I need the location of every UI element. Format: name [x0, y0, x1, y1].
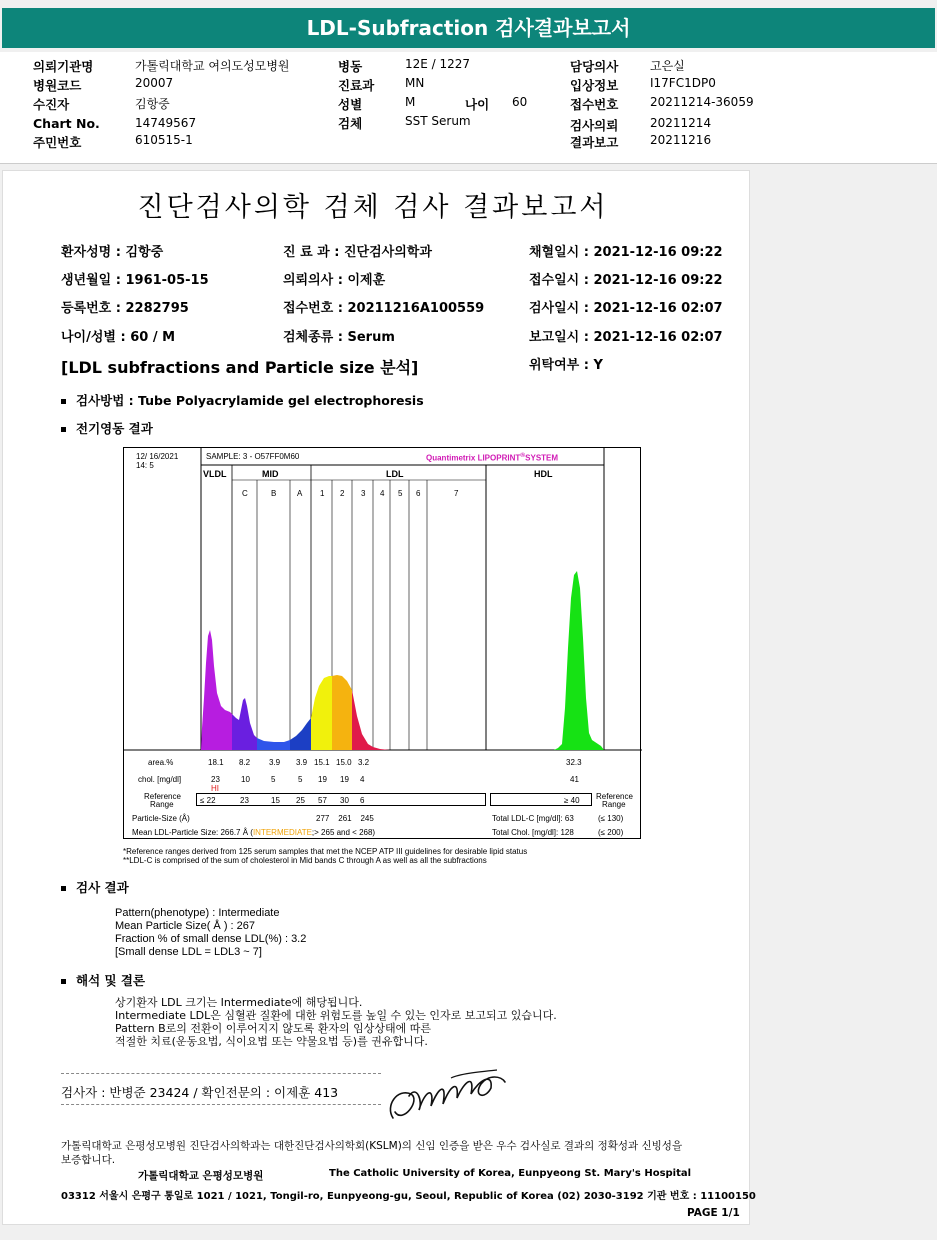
ref-label-right: Reference — [596, 792, 633, 801]
ref-label-right2: Range — [602, 800, 626, 809]
divider — [61, 1073, 381, 1074]
area-value: 3.9 — [269, 758, 281, 767]
header-value: 김항중 — [135, 97, 170, 111]
results-heading: 검사 결과 — [61, 878, 129, 896]
ref-value: 15 — [271, 796, 280, 805]
result-line: Fraction % of small dense LDL(%) : 3.2 — [115, 933, 307, 945]
footnote: **LDL-C is comprised of the sum of cholesterol in Mid bands C through A as well as all the subfractions — [123, 856, 487, 865]
header-value: 20007 — [135, 76, 174, 90]
band-header-hdl: HDL — [534, 469, 553, 479]
ref-label-left2: Range — [150, 800, 174, 809]
signers-line: 검사자 : 반병준 23424 / 확인전문의 : 이제훈 413 — [61, 1085, 339, 1100]
chol-value: 19 — [318, 775, 327, 784]
interpretation-line: Pattern B로의 전환이 이루어지지 않도록 환자의 임상상태에 따른 — [115, 1022, 431, 1035]
header-label: 병동 — [338, 59, 363, 74]
chol-row-label: chol. [mg/dl] — [138, 775, 182, 784]
ref-value: 30 — [340, 796, 349, 805]
method-line: 검사방법 : Tube Polyacrylamide gel electrophoresis — [61, 391, 424, 409]
interpretation-line: 적절한 치료(운동요법, 식이요법 또는 약물요법 등)를 권유합니다. — [115, 1035, 428, 1048]
electrophoresis-heading: 전기영동 결과 — [61, 419, 153, 437]
chart-system-suffix: SYSTEM — [525, 453, 559, 463]
sub-band-label: 2 — [340, 489, 345, 498]
age-value: 60 — [512, 95, 528, 109]
chart-time: 14: 5 — [136, 461, 154, 470]
hospital-address: 03312 서울시 은평구 통일로 1021 / 1021, Tongil-ro, Eunpyeong-gu, Seoul, Republic of Korea (02) 2030-3192 기관 번호 : 11100150 — [61, 1191, 756, 1202]
header-value: 20211214 — [650, 116, 712, 130]
band-header-mid: MID — [262, 469, 279, 479]
chol-value: 5 — [298, 775, 303, 784]
result-line: Mean Particle Size( Å ) : 267 — [115, 920, 256, 932]
area-value: 15.0 — [336, 758, 352, 767]
sub-band-label: 1 — [320, 489, 325, 498]
band-header-ldl: LDL — [386, 469, 404, 479]
total-chol: Total Chol. [mg/dl]: 128 — [492, 828, 574, 837]
patient-field: 검체종류 : Serum — [283, 330, 395, 345]
header-label: 수진자 — [33, 97, 70, 112]
footnote: *Reference ranges derived from 125 serum samples that met the NCEP ATP III guidelines for desirable lipid status — [123, 847, 528, 856]
interpretation-line: 상기환자 LDL 크기는 Intermediate에 해당됩니다. — [115, 996, 363, 1009]
ref-value: 57 — [318, 796, 327, 805]
area-value-hdl: 32.3 — [566, 758, 582, 767]
header-value: 20211216 — [650, 133, 712, 147]
area-value: 8.2 — [239, 758, 251, 767]
chol-value-hdl: 41 — [570, 775, 579, 784]
mean-size-pattern: INTERMEDIATE — [252, 828, 312, 837]
top-title: LDL-Subfraction 검사결과보고서 — [306, 16, 631, 40]
area-value: 3.9 — [296, 758, 308, 767]
header-value: 가톨릭대학교 여의도성모병원 — [135, 59, 290, 73]
header-label: 검체 — [338, 116, 363, 131]
patient-field: 검사일시 : 2021-12-16 02:07 — [529, 301, 723, 316]
certification-text: 가톨릭대학교 은평성모병원 진단검사의학과는 대한진단검사의학회(KSLM)의 신임 인증을 받은 우수 검사실로 결과의 정확성과 신빙성을 — [61, 1140, 683, 1152]
signature-image — [381, 1066, 511, 1128]
hospital-name-en: The Catholic University of Korea, Eunpyeong St. Mary's Hospital — [329, 1168, 692, 1179]
area-row-label: area.% — [148, 758, 174, 767]
electrophoresis-chart — [123, 447, 641, 839]
report-page — [2, 170, 756, 1225]
ref-value: ≤ 22 — [200, 796, 216, 805]
patient-field: 나이/성별 : 60 / M — [61, 330, 176, 345]
chol-value: 19 — [340, 775, 349, 784]
chol-value: 5 — [271, 775, 276, 784]
chol-value: 23 — [211, 775, 220, 784]
ref-value: 6 — [360, 796, 365, 805]
header-label: 검사의뢰 — [570, 118, 619, 133]
mean-size-suffix: ;> 265 and < 268) — [311, 828, 376, 837]
total-chol-ref: (≤ 200) — [598, 828, 624, 837]
ref-value-hdl: ≥ 40 — [564, 796, 580, 805]
area-value: 18.1 — [208, 758, 224, 767]
particle-label: Particle-Size (Å) — [132, 814, 190, 823]
header-value: MN — [405, 76, 425, 90]
report-title: 진단검사의학 검체 검사 결과보고서 — [137, 192, 609, 223]
header-label: 결과보고 — [570, 135, 619, 150]
header-value: 고은실 — [650, 59, 685, 73]
total-ldl-ref: (≤ 130) — [598, 814, 624, 823]
patient-field: 생년월일 : 1961-05-15 — [61, 273, 209, 288]
electrophoresis-svg — [124, 448, 642, 840]
chol-value: 10 — [241, 775, 250, 784]
header-label: Chart No. — [33, 116, 100, 131]
sub-band-label: 5 — [398, 489, 403, 498]
patient-field: 채혈일시 : 2021-12-16 09:22 — [529, 245, 723, 260]
sub-band-label: 7 — [454, 489, 459, 498]
particle-values: 277 261 245 — [316, 814, 374, 823]
divider — [61, 1104, 381, 1105]
result-line: Pattern(phenotype) : Intermediate — [115, 907, 280, 919]
header-value: 12E / 1227 — [405, 57, 471, 71]
header-value: 20211214-36059 — [650, 95, 754, 109]
ref-value: 23 — [240, 796, 249, 805]
chart-system-label — [426, 452, 558, 463]
area-value: 15.1 — [314, 758, 330, 767]
ref-value: 25 — [296, 796, 305, 805]
header-value: I17FC1DP0 — [650, 76, 716, 90]
hospital-name-ko: 가톨릭대학교 은평성모병원 — [138, 1170, 264, 1182]
certification-text-2: 보증합니다. — [61, 1154, 116, 1166]
sub-band-label: 4 — [380, 489, 385, 498]
header-label: 진료과 — [338, 78, 375, 93]
header-label: 입상정보 — [570, 78, 619, 93]
sub-band-label: 6 — [416, 489, 421, 498]
mean-size-line — [132, 828, 375, 837]
band-header-vldl: VLDL — [203, 469, 227, 479]
header-label: 담당의사 — [570, 59, 619, 74]
sub-band-label: B — [271, 489, 277, 498]
patient-field: 환자성명 : 김항중 — [61, 245, 164, 260]
chart-system-sup: ® — [520, 452, 526, 459]
sub-band-label: C — [242, 489, 248, 498]
header-value: 610515-1 — [135, 133, 193, 147]
patient-field: 의뢰의사 : 이제훈 — [283, 273, 386, 288]
interpretation-line: Intermediate LDL은 심혈관 질환에 대한 위험도를 높일 수 있는 인자로 보고되고 있습니다. — [115, 1009, 557, 1022]
age-label: 나이 — [465, 97, 490, 112]
patient-field: 진 료 과 : 진단검사의학과 — [283, 245, 432, 260]
chart-system: Quantimetrix LIPOPRINT — [426, 453, 521, 463]
chart-date: 12/ 16/2021 — [136, 452, 179, 461]
header-value: M — [405, 95, 416, 109]
hi-flag: HI — [211, 784, 219, 793]
patient-field: 접수일시 : 2021-12-16 09:22 — [529, 273, 723, 288]
chol-value: 4 — [360, 775, 365, 784]
consign-field: 위탁여부 : Y — [529, 358, 603, 373]
header-label: 접수번호 — [570, 97, 619, 112]
patient-field: 등록번호 : 2282795 — [61, 301, 189, 316]
page-number: PAGE 1/1 — [687, 1207, 740, 1219]
request-info-panel — [0, 52, 937, 164]
header-value: SST Serum — [405, 114, 471, 128]
mean-size-label: Mean LDL-Particle Size: 266.7 Å ( — [132, 828, 253, 837]
chart-sample: SAMPLE: 3 - O57FF0M60 — [206, 452, 300, 461]
result-line: [Small dense LDL = LDL3 ~ 7] — [115, 946, 262, 958]
header-label: 주민번호 — [33, 135, 82, 150]
ref-label-left: Reference — [144, 792, 181, 801]
header-label: 병원코드 — [33, 78, 82, 93]
total-ldl: Total LDL-C [mg/dl]: 63 — [492, 814, 574, 823]
header-value: 14749567 — [135, 116, 197, 130]
patient-field: 보고일시 : 2021-12-16 02:07 — [529, 330, 723, 345]
sub-band-label: 3 — [361, 489, 366, 498]
interpretation-heading: 해석 및 결론 — [61, 971, 145, 989]
analysis-section-title: [LDL subfractions and Particle size 분석] — [61, 358, 419, 377]
header-label: 성별 — [338, 97, 363, 112]
patient-field: 접수번호 : 20211216A100559 — [283, 301, 485, 316]
top-title-bar — [2, 8, 935, 48]
header-label: 의뢰기관명 — [33, 59, 94, 74]
area-value: 3.2 — [358, 758, 370, 767]
sub-band-label: A — [297, 489, 303, 498]
